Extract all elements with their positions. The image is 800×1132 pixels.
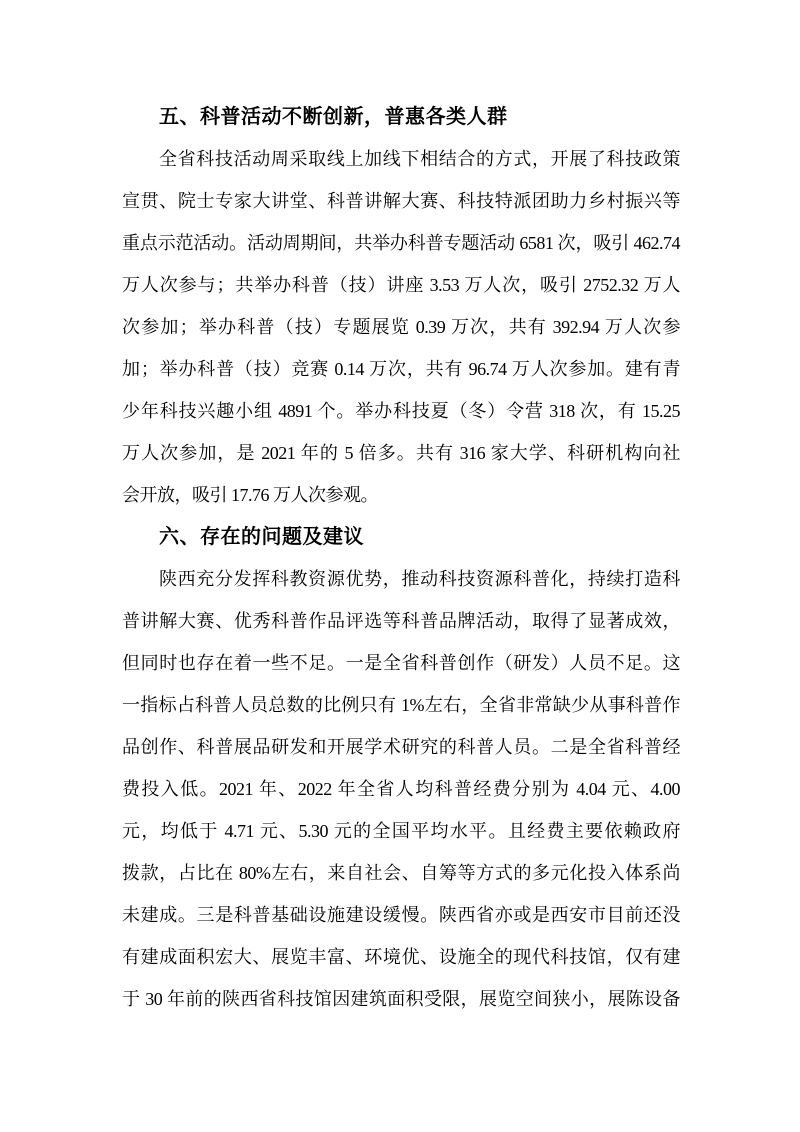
section-5-heading: 五、科普活动不断创新，普惠各类人群 [159, 106, 508, 128]
text-line: 于 30 年前的陕西省科技馆因建筑面积受限，展览空间狭小，展陈设备 [122, 989, 680, 1009]
text-line: 加；举办科普（技）竞赛 0.14 万次，共有 96.74 万人次参加。建有青 [122, 359, 680, 379]
text-line: 万人次参加，是 2021 年的 5 倍多。共有 316 家大学、科研机构向社 [122, 443, 680, 463]
section-6 [122, 516, 680, 1020]
text-line: 陕西充分发挥科教资源优势，推动科技资源科普化，持续打造科 [159, 569, 680, 589]
text-line: 费投入低。2021 年、2022 年全省人均科普经费分别为 4.04 元、4.00 [122, 779, 680, 799]
text-line: 普讲解大赛、优秀科普作品评选等科普品牌活动，取得了显著成效， [122, 611, 680, 631]
text-line: 但同时也存在着一些不足。一是全省科普创作（研发）人员不足。这 [122, 653, 680, 673]
text-line: 一指标占科普人员总数的比例只有 1%左右，全省非常缺少从事科普作 [122, 695, 680, 715]
section-5 [122, 96, 680, 516]
text-line: 全省科技活动周采取线上加线下相结合的方式，开展了科技政策 [159, 149, 680, 169]
text-line: 次参加；举办科普（技）专题展览 0.39 万次，共有 392.94 万人次参 [122, 317, 680, 337]
text-line: 重点示范活动。活动周期间，共举办科普专题活动 6581 次，吸引 462.74 [122, 233, 680, 253]
text-line: 未建成。三是科普基础设施建设缓慢。陕西省亦或是西安市目前还没 [122, 905, 680, 925]
text-line: 万人次参与；共举办科普（技）讲座 3.53 万人次，吸引 2752.32 万人 [122, 275, 680, 295]
text-line: 有建成面积宏大、展览丰富、环境优、设施全的现代科技馆，仅有建 [122, 947, 680, 967]
text-line: 元，均低于 4.71 元、5.30 元的全国平均水平。且经费主要依赖政府 [122, 821, 680, 841]
text-line: 会开放，吸引 17.76 万人次参观。 [122, 485, 378, 505]
text-line: 宣贯、院士专家大讲堂、科普讲解大赛、科技特派团助力乡村振兴等 [122, 191, 680, 211]
text-line: 拨款，占比在 80%左右，来自社会、自筹等方式的多元化投入体系尚 [122, 863, 680, 883]
text-line: 少年科技兴趣小组 4891 个。举办科技夏（冬）令营 318 次，有 15.25 [122, 401, 680, 421]
section-6-heading: 六、存在的问题及建议 [159, 526, 364, 548]
text-line: 品创作、科普展品研发和开展学术研究的科普人员。二是全省科普经 [122, 737, 680, 757]
text-block [122, 96, 680, 1020]
